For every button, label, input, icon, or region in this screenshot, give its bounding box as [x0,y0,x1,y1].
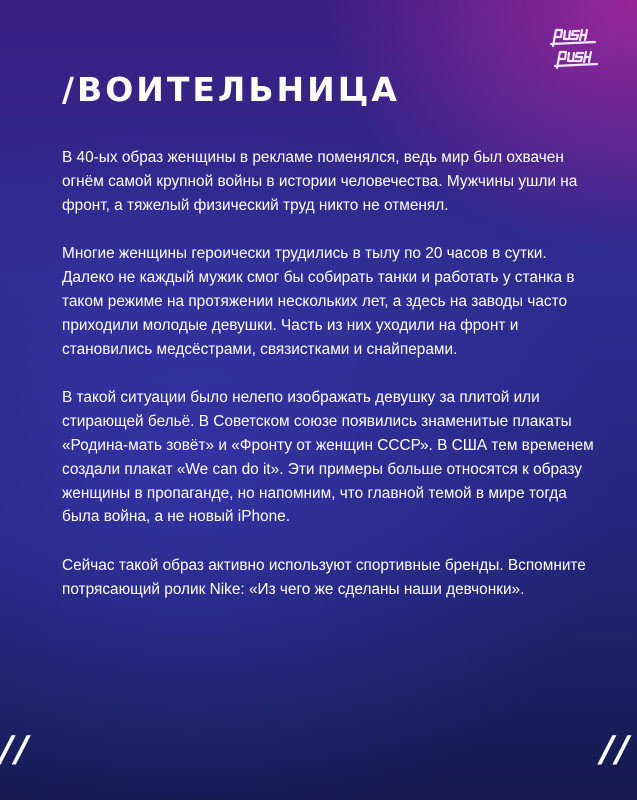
decor-slashes-right: // [600,729,631,770]
article-body [62,146,602,627]
page-title: /ВОИТЕЛЬНИЦА [62,70,400,109]
paragraph-2: Многие женщины героически трудились в тылу по 20 часов в сутки. Далеко не каждый мужик смог бы собирать танки и работать у станка в таком режиме на протяжении нескольких лет, а здесь на заводы часто приходили молодые девушки. Часть из них уходили на фронт и становились медсёстрами, связистками и снайперами. [62,245,575,358]
paragraph-3: В такой ситуации было нелепо изображать девушку за плитой или стирающей бельё. В Советском союзе появились знаменитые плакаты «Родина-мать зовёт» и «Фронту от женщин СССР». В США тем временем создали плакат «We can do it». Эти примеры больше относятся к образу женщины в пропаганде, но напомним, что главной темой в мире тогда была война, а не новый iPhone. [62,389,594,526]
push-push-logo-icon [549,26,599,72]
paragraph-1: В 40-ых образ женщины в рекламе поменялся, ведь мир был охвачен огнём самой крупной войны в истории человечества. Мужчины ушли на фронт, а тяжелый физический труд никто не отменял. [62,149,578,214]
decor-slashes-left: // [0,729,31,770]
push-push-logo [549,26,599,72]
paragraph-4: Сейчас такой образ активно используют спортивные бренды. Вспомните потрясающий ролик Nike: «Из чего же сделаны наши девчонки». [62,557,586,598]
